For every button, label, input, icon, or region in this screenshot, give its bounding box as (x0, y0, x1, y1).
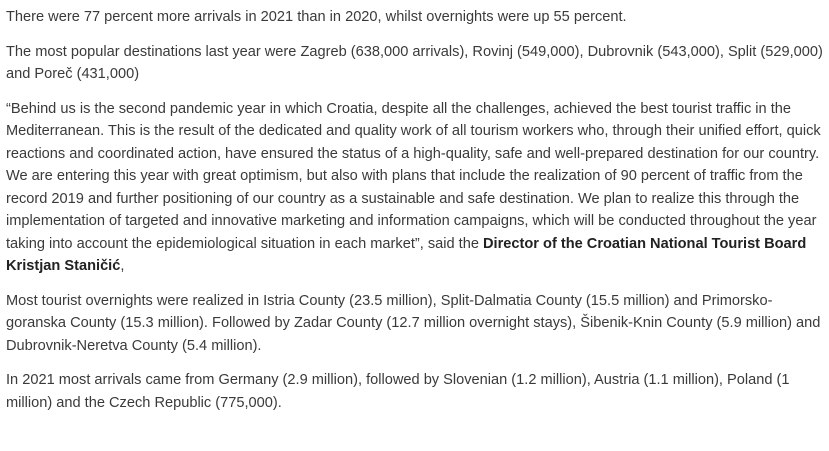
quote-text: “Behind us is the second pandemic year in which Croatia, despite all the challenges, achieved the best tourist traffic in the Mediterranean. This is the result of the dedicated and quality work of all tourism workers who, through their unified effort, quick reactions and coordinated action, have ensured the status of a high-quality, safe and well-prepared destination for our country. We are entering this year with great optimism, but also with plans that include the realization of 90 percent of traffic from the record 2019 and further positioning of our country as a sustainable and safe destination. We plan to realize this through the implementation of targeted and innovative marketing and information campaigns, which will be conducted throughout the year taking into account the epidemiological situation in each market”, said the (6, 100, 821, 252)
paragraph-director-quote (6, 98, 823, 278)
paragraph-arrivals-growth: There were 77 percent more arrivals in 2021 than in 2020, whilst overnights were up 55 percent. (6, 9, 627, 25)
paragraph-overnights-by-county: Most tourist overnights were realized in Istria County (23.5 million), Split-Dalmatia County (15.5 million) and Primorsko-goranska County (15.3 million). Followed by Zadar County (12.7 million overnight stays), Šibenik-Knin County (5.9 million) and Dubrovnik-Neretva County (5.4 million). (6, 292, 821, 354)
quote-speaker: Director of the Croatian National Tourist Board Kristjan Staničić (6, 235, 807, 274)
paragraph-arrivals-by-country: In 2021 most arrivals came from Germany (2.9 million), followed by Slovenian (1.2 million), Austria (1.1 million), Poland (1 million) and the Czech Republic (775,000). (6, 372, 790, 411)
quote-end-punctuation: , (120, 258, 125, 274)
paragraph-popular-destinations: The most popular destinations last year were Zagreb (638,000 arrivals), Rovinj (549,000), Dubrovnik (543,000), Split (529,000) and Poreč (431,000) (6, 43, 823, 82)
